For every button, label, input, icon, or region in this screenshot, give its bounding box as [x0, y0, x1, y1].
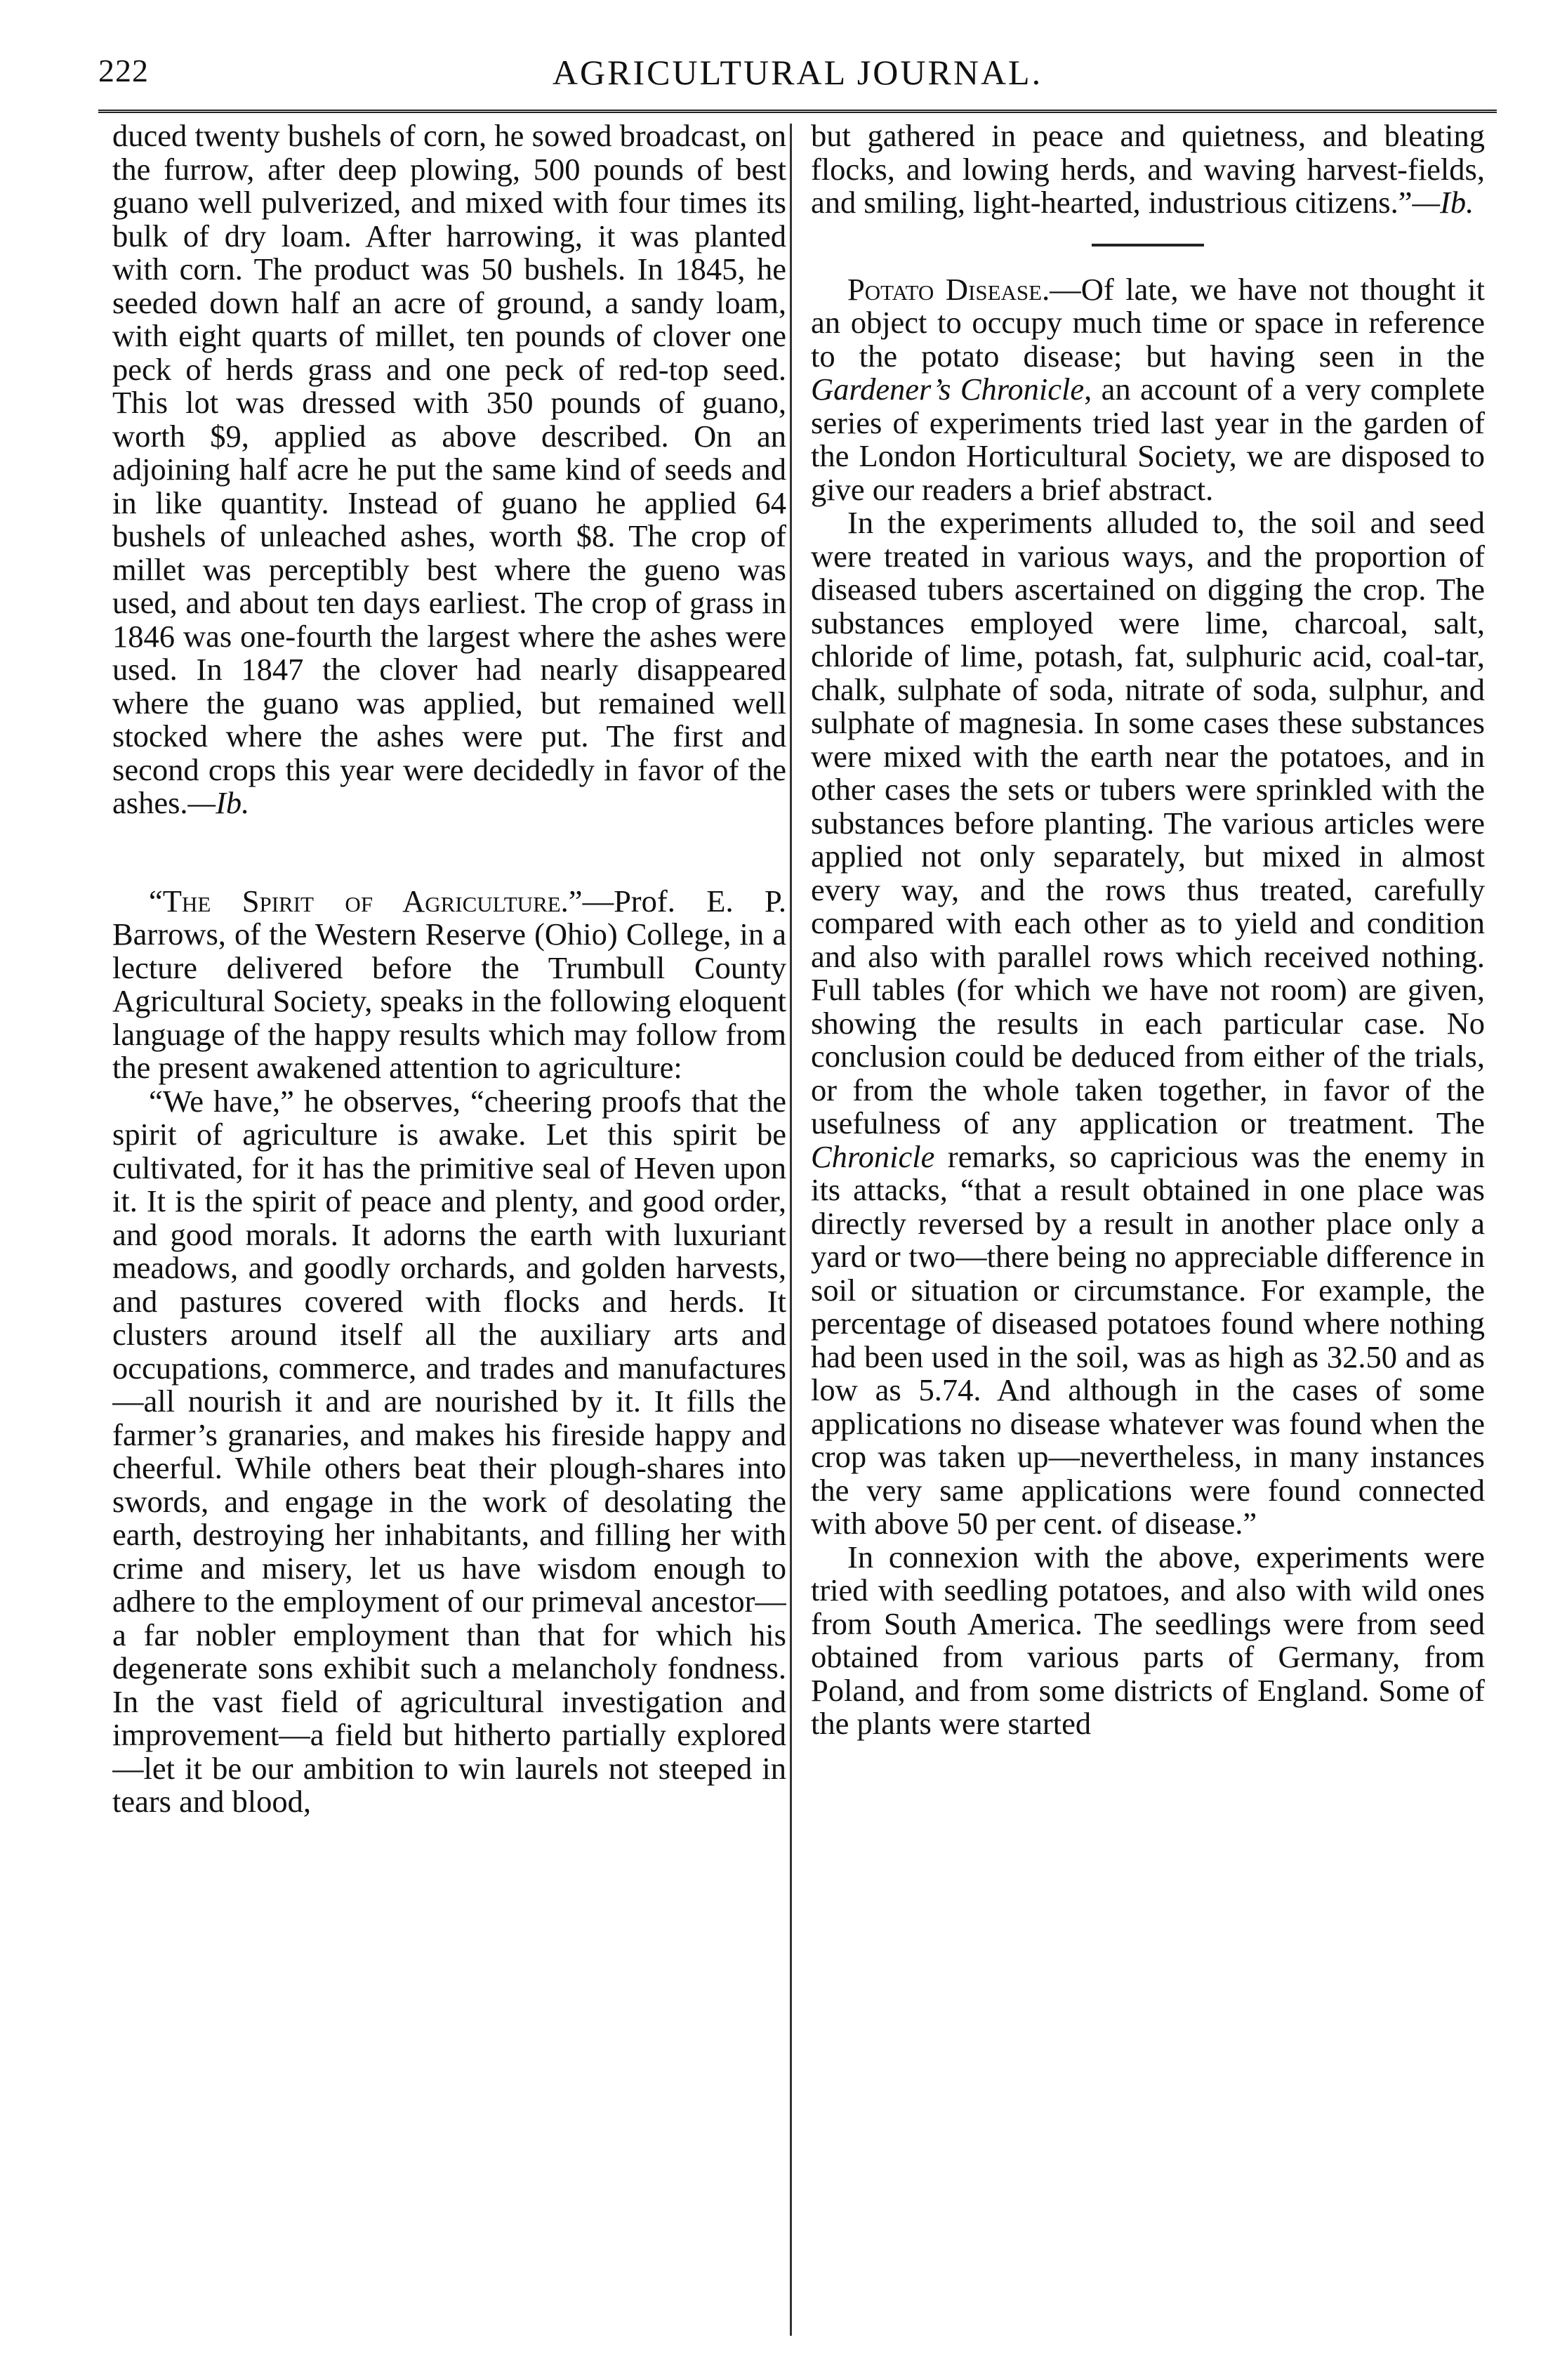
potato-paragraph-2: [811, 506, 1485, 1541]
guano-source: —Ib.: [187, 785, 250, 820]
spirit-intro: —Prof. E. P. Barrows, of the Western Reserve (Ohio) College, in a lecture delivered before the Trumbull County Agricultural Society, speaks in the following eloquent language of the happy results which may follow from the present awakened attention to agriculture:: [112, 883, 786, 1085]
page-header: [98, 46, 1497, 103]
continuation-paragraph: [811, 119, 1485, 220]
header-rule: [98, 110, 1497, 113]
page-number: 222: [98, 53, 149, 88]
column-rule: [790, 124, 792, 2336]
potato-text-a: —Of late, we have not thought it an object to occupy much time or space in reference to the potato disease; but having seen in the: [811, 271, 1485, 374]
spirit-quote: “We have,” he observes, “cheering proofs that the spirit of agriculture is awake. Let this spirit be cultivated, for it has the primitive seal of Heven upon it. It is the spirit of peace and plenty, and good order, and good morals. It adorns the earth with luxuriant meadows, and goodly orchards, and golden harvests, and pastures covered with flocks and herds. It clusters around itself all the auxiliary arts and occupations, commerce, and trades and manufactures—all nourish it and are nourished by it. It fills the farmer’s granaries, and makes his fireside happy and cheerful. While others beat their plough-shares into swords, and engage in the work of desolating the earth, destroying her inhabitants, and filling her with crime and misery, let us have wisdom enough to adhere to the employment of our primeval ancestor—a far nobler employment than that for which his degenerate sons exhibit such a melancholy fondness. In the vast field of agricultural investigation and improvement—a field but hitherto partially explored—let it be our ambition to win laurels not steeped in tears and blood,: [112, 1083, 786, 1819]
potato-p2-text-a: In the experiments alluded to, the soil and seed were treated in various ways, and the proportion of diseased tubers ascertained on digging the crop. The substances employed were lime, charcoal, salt, chloride of lime, potash, fat, sulphuric acid, coal-tar, chalk, sulphate of soda, nitrate of soda, sulphur, and sulphate of magnesia. In some cases these substances were mixed with the earth near the potatoes, and in other cases the sets or tubers were sprinkled with the substances before planting. The various articles were applied not only separately, but mixed in almost every way, and the rows thus treated, carefully compared with each other as to yield and condition and also with parallel rows which received nothing. Full tables (for which we have not room) are given, showing the results in each particular case. No conclusion could be deduced from either of the trials, or from the whole taken together, in favor of the usefulness of any application or treatment. The: [811, 505, 1485, 1140]
continuation-source: —Ib.: [1412, 185, 1474, 220]
potato-paragraph-1: [811, 273, 1485, 507]
right-column: [811, 119, 1485, 2353]
section-divider: [1092, 244, 1204, 246]
gardeners-chronicle-title: Gardener’s Chronicle: [811, 372, 1085, 407]
guano-text: duced twenty bushels of corn, he sowed broadcast, on the furrow, after deep plowing, 500 pounds of best guano well pulverized, and mixed with four times its bulk of dry loam. After harrowing, it was planted with corn. The product was 50 bushels. In 1845, he seeded down half an acre of ground, a sandy loam, with eight quarts of millet, ten pounds of clover one peck of herds grass and one peck of red-top seed. This lot was dressed with 350 pounds of guano, worth $9, applied as above described. On an adjoining half acre he put the same kind of seeds and in like quantity. Instead of guano he applied 64 bushels of unleached ashes, worth $8. The crop of millet was perceptibly best where the gueno was used, and about ten days earliest. The crop of grass in 1846 was one-fourth the largest where the ashes were used. In 1847 the clover had nearly disappeared where the guano was applied, but remained well stocked where the ashes were put. The first and second crops this year were decidedly in favor of the ashes.: [112, 119, 786, 820]
potato-paragraph-3: In connexion with the above, experiments were tried with seedling potatoes, and also with wild ones from South America. The seedlings were from seed obtained from various parts of Germany, from Poland, and from some districts of England. Some of the plants were started: [811, 1539, 1485, 1741]
continuation-text: but gathered in peace and quietness, and bleating flocks, and lowing herds, and waving harvest-fields, and smiling, light-hearted, industrious citizens.”: [811, 119, 1485, 220]
running-title: AGRICULTURAL JOURNAL.: [552, 53, 1043, 92]
spirit-heading: “The Spirit of Agriculture.”: [149, 883, 583, 919]
left-column: [112, 119, 786, 2353]
guano-paragraph: [112, 119, 786, 820]
potato-text-b: , an account of a very complete series of experiments tried last year in the garden of the London Horticultural Society, we are disposed to give our readers a brief abstract.: [811, 372, 1485, 507]
potato-heading: Potato Disease.: [847, 271, 1050, 307]
spirit-paragraph: [112, 885, 786, 1085]
chronicle-title: Chronicle: [811, 1138, 935, 1174]
potato-p2-text-b: remarks, so capricious was the enemy in its attacks, “that a result obtained in one place was directly reversed by a result in another place only a yard or two—there being no appreciable difference in soil or situation or circumstance. For example, the percentage of diseased potatoes found where nothing had been used in the soil, was as high as 32.50 and as low as 5.74. And although in the cases of some applications no disease whatever was found when the crop was taken up—nevertheless, in many instances the very same applications were found connected with above 50 per cent. of disease.”: [811, 1138, 1485, 1541]
section-gap: [112, 853, 786, 885]
section-gap: [112, 820, 786, 853]
